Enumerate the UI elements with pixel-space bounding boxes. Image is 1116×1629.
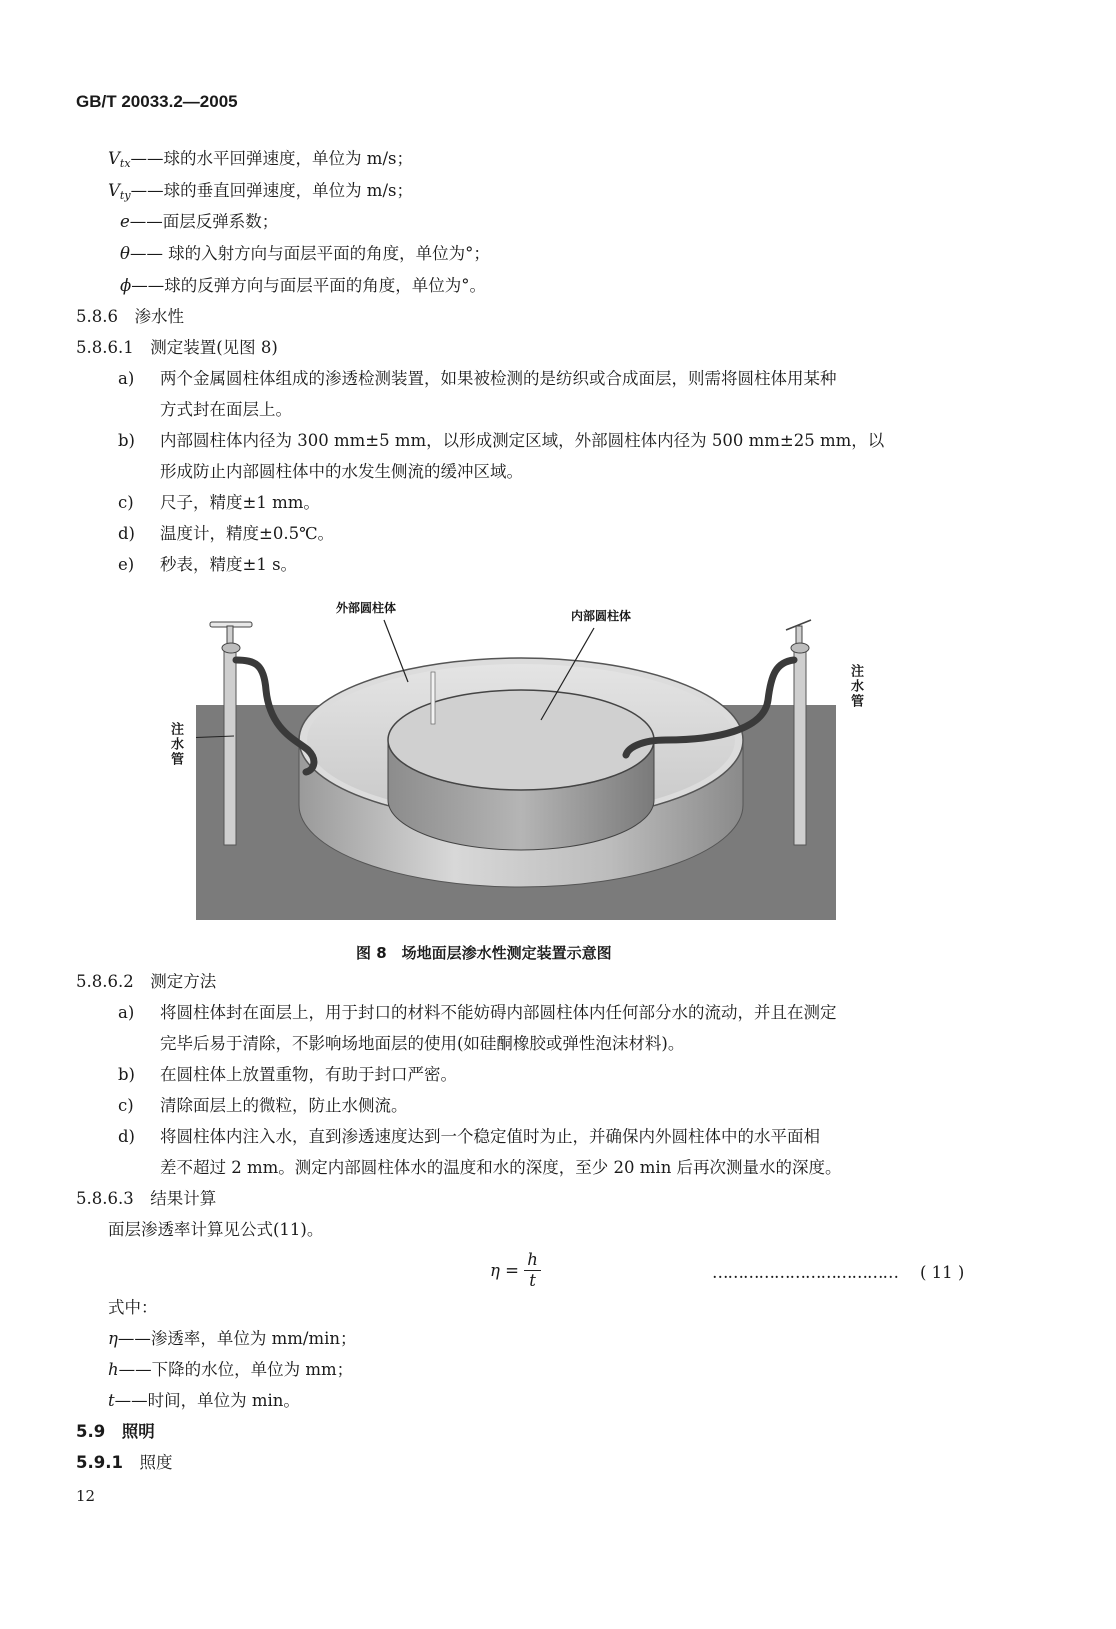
section-number: 5.8.6.3 xyxy=(76,1189,134,1208)
list-item xyxy=(118,1126,820,1148)
section-number: 5.9 xyxy=(76,1422,106,1441)
standard-number: GB/T 20033.2—2005 xyxy=(76,92,238,111)
definition-eta xyxy=(108,1328,357,1350)
inner-cylinder-water xyxy=(388,690,654,790)
list-item-continuation: 形成防止内部圆柱体中的水发生侧流的缓冲区域。 xyxy=(160,462,523,481)
list-item xyxy=(118,430,884,452)
section-title: 照度 xyxy=(139,1453,173,1472)
section-title: 结果计算 xyxy=(150,1189,217,1208)
item-text: 在圆柱体上放置重物，有助于封口严密。 xyxy=(160,1065,457,1084)
section-5-9-1 xyxy=(76,1452,172,1474)
subscript: ty xyxy=(119,189,131,202)
list-item-continuation: 方式封在面层上。 xyxy=(160,400,292,419)
symbol: t xyxy=(108,1391,115,1410)
list-item xyxy=(118,1002,837,1024)
definition-theta xyxy=(120,243,490,265)
section-5-8-6-3 xyxy=(76,1188,216,1210)
section-number: 5.8.6.2 xyxy=(76,972,134,991)
right-tap-icon xyxy=(786,620,811,653)
item-text: 尺子，精度±1 mm。 xyxy=(160,493,320,512)
item-text: 内部圆柱体内径为 300 mm±5 mm，以形成测定区域，外部圆柱体内径为 500 mm±25 mm，以 xyxy=(160,431,885,450)
list-item xyxy=(118,1064,457,1086)
item-label: c) xyxy=(118,1096,134,1115)
section-number: 5.9.1 xyxy=(76,1453,123,1472)
formula-fraction xyxy=(524,1250,541,1291)
definition-e xyxy=(120,211,278,233)
measuring-rod xyxy=(431,672,435,724)
figure-8-illustration xyxy=(196,590,836,920)
item-label: c) xyxy=(118,493,134,512)
item-text: 两个金属圆柱体组成的渗透检测装置，如果被检测的是纺织或合成面层，则需将圆柱体用某种 xyxy=(160,369,837,388)
section-5-8-6-2 xyxy=(76,971,216,993)
symbol: V xyxy=(108,149,120,168)
formula-denominator: t xyxy=(529,1271,536,1290)
symbol: ϕ xyxy=(120,276,132,295)
definition-text: —— 球的入射方向与面层平面的角度，单位为°； xyxy=(129,244,490,263)
subscript: tx xyxy=(119,157,131,170)
section-title: 渗水性 xyxy=(134,307,184,326)
formula-leader-dots: ……………………………… xyxy=(712,1263,898,1282)
definition-text: ——面层反弹系数； xyxy=(129,212,279,231)
item-label: d) xyxy=(118,524,135,543)
formula-numerator: h xyxy=(524,1250,541,1271)
item-label: e) xyxy=(118,555,135,574)
symbol: V xyxy=(108,181,120,200)
item-text: 温度计，精度±0.5℃。 xyxy=(160,524,335,543)
where-label: 式中： xyxy=(108,1298,158,1317)
symbol: η xyxy=(108,1329,118,1348)
definition-text: ——球的反弹方向与面层平面的角度，单位为°。 xyxy=(131,276,486,295)
section-number: 5.8.6 xyxy=(76,307,118,326)
definition-vty xyxy=(108,180,413,207)
item-text: 清除面层上的微粒，防止水侧流。 xyxy=(160,1096,408,1115)
label-right-pipe: 注水管 xyxy=(848,664,863,709)
item-label: a) xyxy=(118,1003,135,1022)
formula-lhs: η = xyxy=(490,1260,519,1280)
definition-vtx xyxy=(108,148,413,175)
item-text: 将圆柱体内注入水，直到渗透速度达到一个稳定值时为止，并确保内外圆柱体中的水平面相 xyxy=(160,1127,820,1146)
section-5-8-6 xyxy=(76,306,184,328)
label-left-pipe: 注水管 xyxy=(168,722,183,767)
calculation-intro: 面层渗透率计算见公式(11)。 xyxy=(108,1220,324,1239)
section-title: 测定方法 xyxy=(150,972,217,991)
section-5-8-6-1 xyxy=(76,337,278,359)
item-label: b) xyxy=(118,1065,135,1084)
list-item xyxy=(118,554,297,576)
list-item-continuation: 完毕后易于清除，不影响场地面层的使用(如硅酮橡胶或弹性泡沫材料)。 xyxy=(160,1034,685,1053)
definition-h xyxy=(108,1359,353,1381)
section-title: 照明 xyxy=(121,1422,155,1441)
definition-text: ——下降的水位，单位为 mm； xyxy=(118,1360,354,1379)
definition-text: ——时间，单位为 min。 xyxy=(114,1391,300,1410)
item-text: 秒表，精度±1 s。 xyxy=(160,555,298,574)
left-pipe-post xyxy=(224,645,236,845)
list-item xyxy=(118,492,320,514)
section-title: 测定装置(见图 8) xyxy=(150,338,278,357)
definition-text: ——球的垂直回弹速度，单位为 m/s； xyxy=(130,181,413,200)
item-label: b) xyxy=(118,431,135,450)
definition-phi xyxy=(120,275,486,297)
symbol: h xyxy=(108,1360,119,1379)
left-tap-icon xyxy=(210,622,252,653)
label-outer-cylinder: 外部圆柱体 xyxy=(336,601,397,615)
list-item xyxy=(118,368,837,390)
list-item xyxy=(118,523,334,545)
list-item-continuation: 差不超过 2 mm。测定内部圆柱体水的温度和水的深度，至少 20 min 后再次测量水的深度。 xyxy=(160,1158,842,1177)
item-label: a) xyxy=(118,369,135,388)
item-label: d) xyxy=(118,1127,135,1146)
formula-number: ( 11 ) xyxy=(920,1263,965,1282)
definition-t xyxy=(108,1390,300,1412)
item-text: 将圆柱体封在面层上，用于封口的材料不能妨碍内部圆柱体内任何部分水的流动，并且在测定 xyxy=(160,1003,837,1022)
label-inner-cylinder: 内部圆柱体 xyxy=(571,609,632,623)
symbol: e xyxy=(120,212,130,231)
figure-caption: 图 8 场地面层渗水性测定装置示意图 xyxy=(356,944,612,962)
definition-text: ——球的水平回弹速度，单位为 m/s； xyxy=(130,149,413,168)
symbol: θ xyxy=(120,244,130,263)
page-number: 12 xyxy=(76,1487,96,1505)
definition-text: ——渗透率，单位为 mm/min； xyxy=(117,1329,357,1348)
formula-11 xyxy=(490,1250,541,1291)
right-pipe-post xyxy=(794,645,806,845)
section-5-9 xyxy=(76,1421,155,1443)
section-number: 5.8.6.1 xyxy=(76,338,134,357)
list-item xyxy=(118,1095,408,1117)
